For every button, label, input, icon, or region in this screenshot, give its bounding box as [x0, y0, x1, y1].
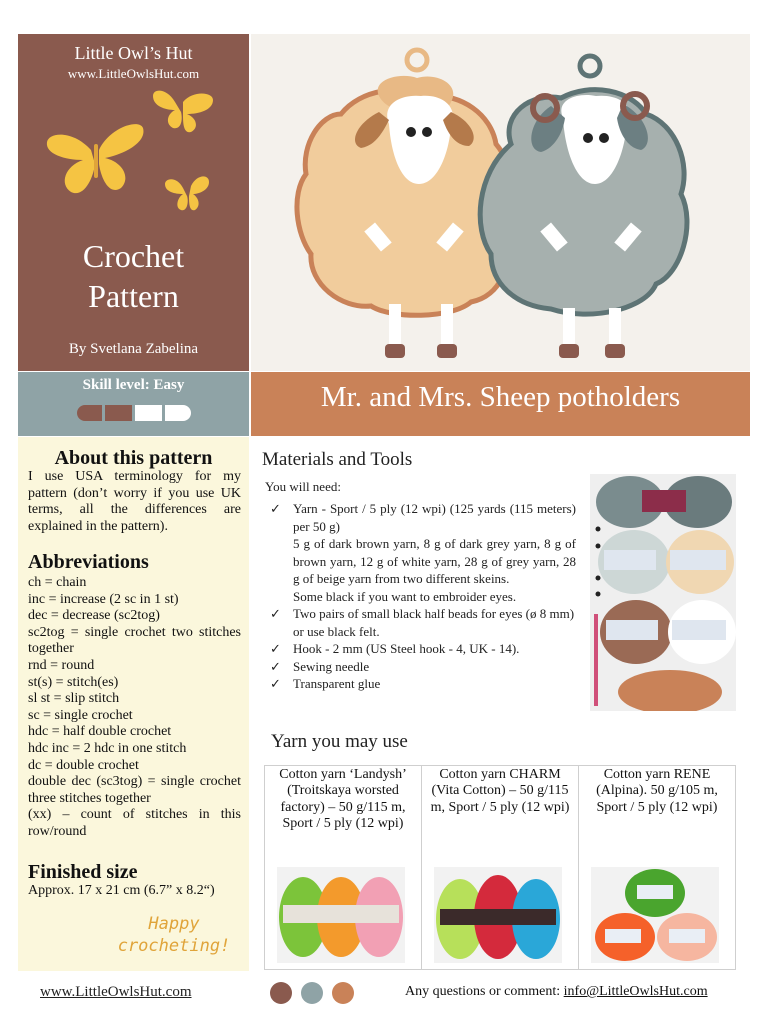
brand-panel: [18, 34, 249, 371]
yarn-option: Cotton yarn CHARM (Vita Cotton) – 50 g/115 m, Sport / 5 ply (12 wpi): [422, 766, 579, 969]
list-item: inc = increase (2 sc in 1 st): [28, 591, 179, 607]
check-icon: ✓: [270, 501, 281, 516]
happy-crocheting: Happy crocheting!: [117, 914, 231, 956]
need-label: You will need:: [265, 479, 341, 494]
skill-level: Skill level: Easy: [82, 377, 185, 393]
list-item: 5 g of dark brown yarn, 8 g of dark grey yarn, 8 g of brown yarn, 12 g of white yarn, 28 g of grey yarn, 28 g of beige yarn from two different skeins. Some black if you want to embroider eyes.: [293, 536, 576, 604]
skill-level-bar: [75, 404, 193, 422]
footer-url[interactable]: www.LittleOwlsHut.com: [40, 984, 192, 1000]
check-icon: ✓: [270, 676, 281, 691]
about-body: I use USA terminology for my pattern (don’t worry if you use UK terms, all the differences are explained in the pattern).: [28, 469, 241, 534]
finished-size-body: Approx. 17 x 21 cm (6.7” x 8.2“): [28, 883, 215, 898]
abbreviations-list: [28, 575, 241, 841]
color-dot: [301, 982, 323, 1004]
list-item: (xx) – count of stitches in this row/round: [28, 807, 241, 839]
skill-panel: [18, 372, 249, 436]
contact-email-link[interactable]: info@LittleOwlsHut.com: [563, 984, 708, 999]
abbreviations-heading: Abbreviations: [28, 551, 149, 573]
list-item: st(s) = stitch(es): [28, 674, 119, 690]
list-item: sc2tog = single crochet two stitches together: [28, 624, 241, 657]
list-item: hdc inc = 2 hdc in one stitch: [28, 740, 187, 756]
finished-size-heading: Finished size: [28, 861, 138, 883]
list-item: sl st = slip stitch: [28, 691, 120, 707]
color-dot: [270, 982, 292, 1004]
yarn-rene-photo: [591, 867, 719, 963]
yarn-options-heading: Yarn you may use: [271, 731, 408, 752]
footer-contact: Any questions or comment: info@LittleOwlsHut.com: [405, 984, 708, 999]
list-item: sc = single crochet: [28, 707, 133, 723]
title-panel: [251, 372, 750, 436]
list-item: dec = decrease (sc2tog): [28, 608, 160, 624]
color-dot: [332, 982, 354, 1004]
check-icon: ✓: [270, 641, 281, 656]
list-item: ✓ Two pairs of small black half beads for eyes (ø 8 mm) or use black felt.: [270, 606, 575, 639]
list-item: rnd = round: [28, 657, 95, 673]
list-item: ✓ Yarn - Sport / 5 ply (12 wpi) (125 yards (115 meters) per 50 g): [270, 501, 576, 534]
yarn-skeins-photo: [590, 474, 736, 711]
color-dots: [270, 982, 354, 1004]
materials-heading: Materials and Tools: [262, 449, 413, 470]
sheep-potholders-photo: [251, 34, 750, 371]
check-icon: ✓: [270, 658, 281, 674]
list-item: ch = chain: [28, 575, 87, 590]
list-item: ✓ Hook - 2 mm (US Steel hook - 4, UK - 14).: [270, 641, 520, 656]
brand-url[interactable]: www.LittleOwlsHut.com: [67, 66, 200, 81]
brand-name: Little Owl’s Hut: [74, 43, 193, 63]
check-icon: ✓: [270, 606, 281, 621]
list-item: double dec (sc3tog) = single crochet three stitches together: [28, 774, 241, 806]
list-item: dc = double crochet: [28, 757, 139, 773]
left-column: [18, 437, 249, 971]
yarn-option: Cotton yarn ‘Landysh’ (Troitskaya worsted factory) – 50 g/115 m, Sport / 5 ply (12 wpi): [265, 766, 422, 969]
butterfly-icon: [43, 88, 223, 228]
pattern-title: Mr. and Mrs. Sheep potholders: [320, 381, 681, 413]
list-item: ✓ Transparent glue: [270, 676, 381, 691]
list-item: hdc = half double crochet: [28, 724, 172, 740]
yarn-options-table: [264, 765, 736, 970]
crochet-pattern-title: Crochet Pattern: [82, 238, 185, 314]
author: By Svetlana Zabelina: [68, 341, 199, 357]
list-item: ✓ Sewing needle: [270, 658, 370, 674]
yarn-option: Cotton yarn RENE (Alpina). 50 g/105 m, Sport / 5 ply (12 wpi): [579, 766, 735, 969]
yarn-charm-photo: [434, 867, 562, 963]
about-heading: About this pattern: [54, 447, 213, 469]
materials-list: [270, 500, 576, 693]
yarn-landysh-photo: [277, 867, 405, 963]
